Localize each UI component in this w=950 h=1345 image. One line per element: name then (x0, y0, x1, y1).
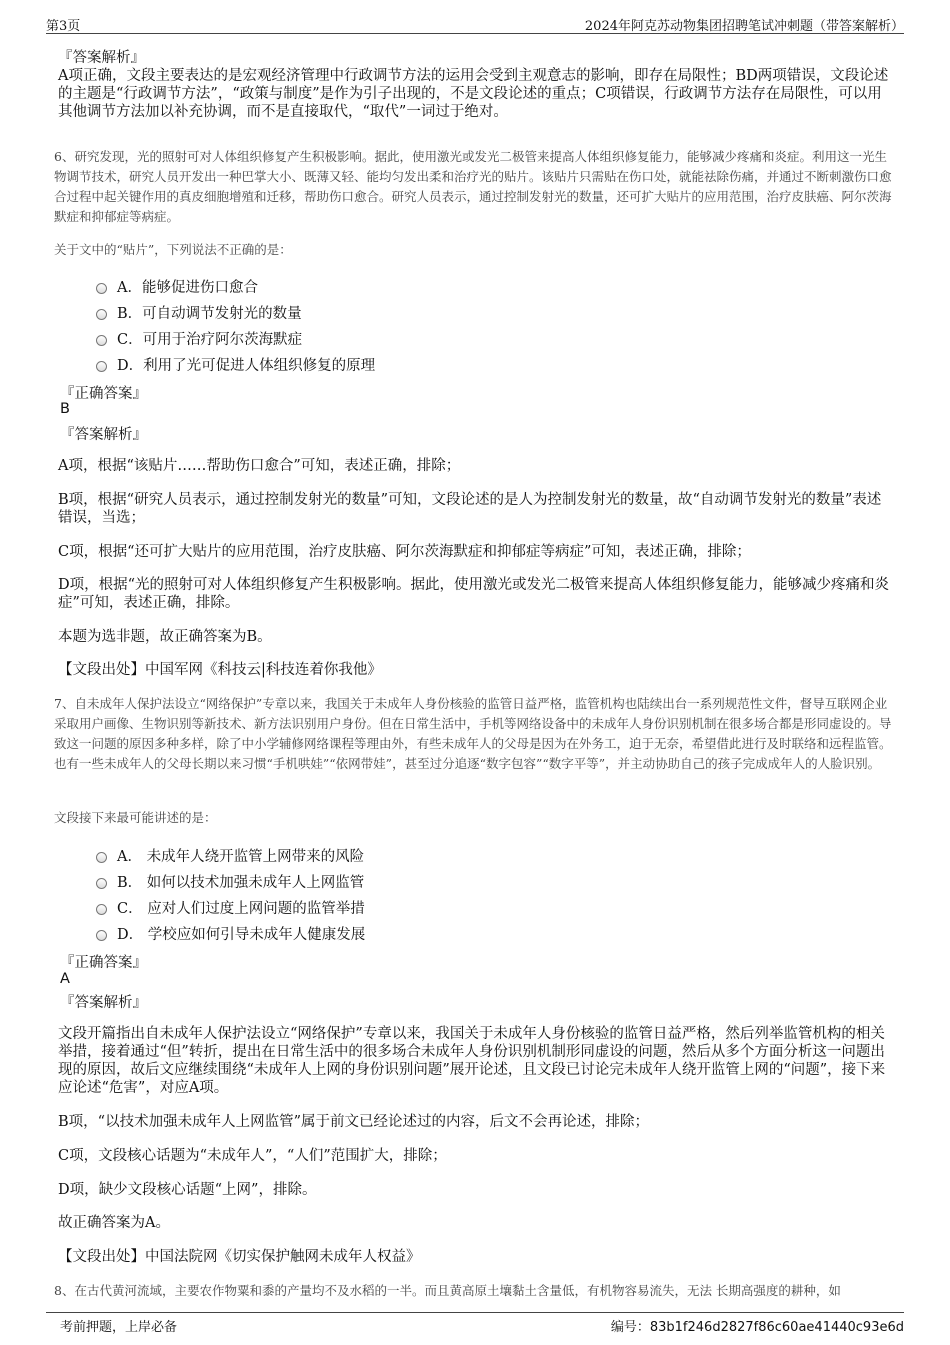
question-7-conclusion: 故正确答案为A。 (58, 1215, 170, 1231)
question-6-option-d[interactable]: D．利用了光可促进人体组织修复的原理 (96, 354, 375, 375)
question-6-analysis-d: D项，根据“光的照射可对人体组织修复产生积极影响。据此，使用激光或发光二极管来提高人体组织修复能力，能够减少疼痛和炎症”可知，表述正确，排除。 (58, 577, 890, 611)
question-6-stem: 关于文中的“贴片”，下列说法不正确的是： (54, 242, 292, 257)
question-7-analysis-main: 文段开篇指出自未成年人保护法设立“网络保护”专章以来，我国关于未成年人身份核验的监管日益严格，然后列举监管机构的相关举措，接着通过“但”转折，提出在日常生活中的很多场合未成年人身份识别机制形同虚设的问题，然后从多个方面分析这一问题出现的原因，故后文应继续围绕“未成年人上网的身份识别问题”展开论述，且文段已讨论完未成年人绕开监管上网的“问题”，接下来应论述“危害”，对应A项。 (58, 1026, 886, 1096)
question-6-answer: B (60, 401, 70, 417)
question-6-analysis-b: B项，根据“研究人员表示，通过控制发射光的数量”可知，文段论述的是人为控制发射光的数量，故“自动调节发射光的数量”表述错误，当选； (58, 492, 882, 526)
radio-icon[interactable] (96, 283, 107, 294)
question-7-option-a[interactable]: A． 未成年人绕开监管上网带来的风险 (96, 845, 364, 866)
radio-icon[interactable] (96, 361, 107, 372)
question-7-source: 【文段出处】中国法院网《切实保护触网未成年人权益》 (58, 1249, 421, 1265)
page-number: 第3页 (46, 19, 81, 34)
radio-icon[interactable] (96, 335, 107, 346)
question-7-analysis-label: 『答案解析』 (60, 995, 147, 1011)
footer-code: 编号：83b1f246d2827f86c60ae41440c93e6d (610, 1320, 904, 1335)
footer-slogan: 考前押题，上岸必备 (60, 1320, 178, 1335)
question-6-answer-label: 『正确答案』 (60, 386, 147, 402)
radio-icon[interactable] (96, 852, 107, 863)
question-7-stem: 文段接下来最可能讲述的是： (54, 810, 217, 825)
question-7-answer: A (60, 971, 70, 987)
radio-icon[interactable] (96, 878, 107, 889)
question-7-option-d[interactable]: D． 学校应如何引导未成年人健康发展 (96, 923, 365, 944)
question-6-option-b[interactable]: B．可自动调节发射光的数量 (96, 302, 302, 323)
question-7-analysis-c: C项，文段核心话题为“未成年人”，“人们”范围扩大，排除； (58, 1148, 447, 1164)
question-6-analysis-a: A项，根据“该贴片……帮助伤口愈合”可知，表述正确，排除； (58, 458, 461, 474)
question-7-passage: 7、自未成年人保护法设立“网络保护”专章以来，我国关于未成年人身份核验的监管日益严格，监管机构也陆续出台一系列规范性文件，督导互联网企业采取用户画像、生物识别等新技术、新方法识别用户身份。但在日常生活中，手机等网络设备中的未成年人身份识别机制在很多场合都是形同虚设的。导致这一问题的原因多种多样，除了中小学辅修网络课程等理由外，有些未成年人的父母是因为在外务工，迫于无奈，希望借此进行及时联络和远程监管。也有一些未成年人的父母长期以来习惯“手机哄娃”“依网带娃”，甚至过分追逐“数字包容”“数字平等”，并主动协助自己的孩子完成成年人的人脸识别。 (54, 696, 892, 771)
question-7-option-b[interactable]: B． 如何以技术加强未成年人上网监管 (96, 871, 364, 892)
question-6-option-a[interactable]: A．能够促进伤口愈合 (96, 276, 258, 297)
radio-icon[interactable] (96, 930, 107, 941)
question-7-answer-label: 『正确答案』 (60, 955, 147, 971)
page-footer (46, 1312, 904, 1343)
question-6-source: 【文段出处】中国军网《科技云|科技连着你我他》 (58, 662, 382, 678)
question-6-passage: 6、研究发现，光的照射可对人体组织修复产生积极影响。据此，使用激光或发光二极管来提高人体组织修复能力，能够减少疼痛和炎症。利用这一光生物调节技术，研究人员开发出一种巴掌大小、既薄又轻、能均匀发出柔和治疗光的贴片。该贴片只需贴在伤口处，就能祛除伤痛，并通过不断刺激伤口愈合过程中起关键作用的真皮细胞增殖和迁移，帮助伤口愈合。研究人员表示，通过控制发射光的数量，还可扩大贴片的应用范围，治疗皮肤癌、阿尔茨海默症和抑郁症等病症。 (54, 149, 892, 224)
question-6-analysis-c: C项，根据“还可扩大贴片的应用范围，治疗皮肤癌、阿尔茨海默症和抑郁症等病症”可知，表述正确，排除； (58, 544, 751, 560)
document-title: 2024年阿克苏动物集团招聘笔试冲刺题（带答案解析） (584, 19, 904, 34)
question-6-option-c[interactable]: C．可用于治疗阿尔茨海默症 (96, 328, 302, 349)
question-7-analysis-b: B项，“以技术加强未成年人上网监管”属于前文已经论述过的内容，后文不会再论述，排除； (58, 1114, 649, 1130)
question-6-analysis-label: 『答案解析』 (60, 427, 147, 443)
analysis-text-prev: A项正确，文段主要表达的是宏观经济管理中行政调节方法的运用会受到主观意志的影响，即存在局限性；BD两项错误，文段论述的主题是“行政调节方法”，“政策与制度”是作为引子出现的，不是文段论述的重点；C项错误，行政调节方法存在局限性，可以用其他调节方法加以补充协调，而不是直接取代，“取代”一词过于绝对。 (58, 68, 889, 120)
radio-icon[interactable] (96, 309, 107, 320)
page-header (46, 0, 904, 34)
question-7-option-c[interactable]: C． 应对人们过度上网问题的监管举措 (96, 897, 365, 918)
question-7-analysis-d: D项，缺少文段核心话题“上网”，排除。 (58, 1182, 317, 1198)
question-6-conclusion: 本题为选非题，故正确答案为B。 (58, 629, 272, 645)
question-8-passage: 8、在古代黄河流域，主要农作物粟和黍的产量均不及水稻的一半。而且黄高原土壤黏土含量低，有机物容易流失，无法 长期高强度的耕种，如 (54, 1283, 841, 1298)
radio-icon[interactable] (96, 904, 107, 915)
analysis-label-prev: 『答案解析』 (58, 50, 145, 66)
